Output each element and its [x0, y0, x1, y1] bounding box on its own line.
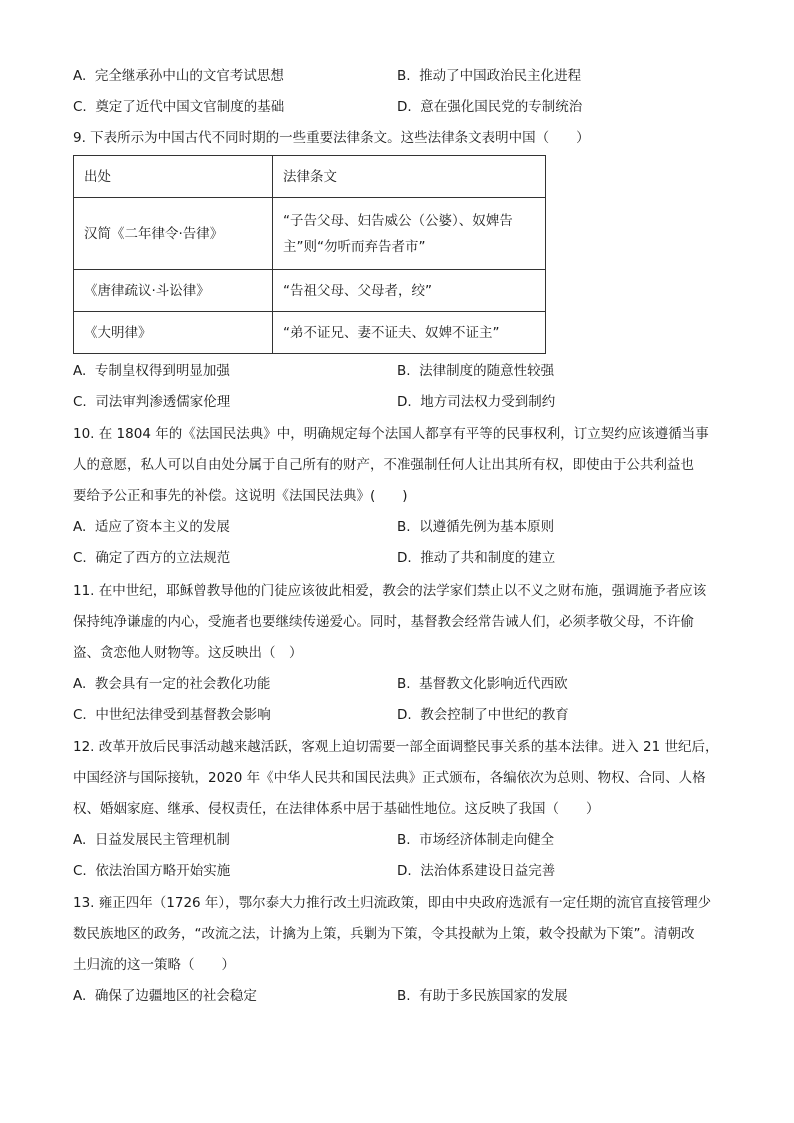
option-text: 奠定了近代中国文官制度的基础 — [95, 99, 285, 115]
option-text: 中世纪法律受到基督教会影响 — [95, 707, 271, 723]
q11-option-a[interactable] — [73, 674, 270, 694]
option-text: 市场经济体制走向健全 — [419, 832, 555, 848]
q9-option-c[interactable] — [73, 392, 230, 412]
table-row — [74, 198, 546, 270]
q11-option-b[interactable] — [397, 674, 568, 694]
q13-stem-line: 13. 雍正四年（1726 年），鄂尔泰大力推行改土归流政策，即由中央政府选派有一定任期的流官直接管理少 — [73, 895, 712, 911]
option-letter: D. — [397, 394, 412, 410]
option-text: 基督教文化影响近代西欧 — [419, 676, 568, 692]
option-text: 有助于多民族国家的发展 — [419, 988, 568, 1004]
option-text: 意在强化国民党的专制统治 — [420, 99, 583, 115]
q12-option-d[interactable] — [397, 861, 555, 881]
q11-option-c[interactable] — [73, 705, 271, 725]
option-text: 地方司法权力受到制约 — [420, 394, 556, 410]
q10-stem-line: 要给予公正和事先的补偿。这说明《法国民法典》( ) — [73, 488, 408, 504]
option-letter: A. — [73, 363, 87, 379]
table-header-law: 法律条文 — [273, 156, 546, 198]
option-letter: B. — [397, 68, 411, 84]
q8-option-a[interactable] — [73, 66, 284, 86]
option-letter: B. — [397, 676, 411, 692]
q11-option-d[interactable] — [397, 705, 569, 725]
table-row — [74, 270, 546, 312]
option-letter: A. — [73, 68, 87, 84]
option-text: 确保了边疆地区的社会稳定 — [94, 988, 257, 1004]
q10-stem-line: 10. 在 1804 年的《法国民法典》中，明确规定每个法国人都享有平等的民事权利，订立契约应该遵循当事 — [73, 426, 709, 442]
q11-stem-line: 盗、贪恋他人财物等。这反映出（ ） — [73, 645, 303, 661]
option-letter: D. — [397, 707, 412, 723]
q12-option-a[interactable] — [73, 830, 230, 850]
q10-option-b[interactable] — [397, 517, 554, 537]
q10-option-c[interactable] — [73, 548, 230, 568]
option-letter: A. — [73, 676, 87, 692]
q10-option-a[interactable] — [73, 517, 230, 537]
table-cell-law — [273, 198, 546, 270]
option-letter: D. — [397, 99, 412, 115]
table-row — [74, 312, 546, 354]
q13-option-a[interactable] — [73, 986, 257, 1006]
table-header-row — [74, 156, 546, 198]
table-cell-law: “告祖父母、父母者，绞” — [273, 270, 546, 312]
q11-stem-line: 保持纯净谦虚的内心，受施者也要继续传递爱心。同时，基督教会经常告诫人们，必须孝敬父母，不许偷 — [73, 614, 694, 630]
option-letter: B. — [397, 832, 411, 848]
q9-stem: 9. 下表所示为中国古代不同时期的一些重要法律条文。这些法律条文表明中国（ ） — [73, 130, 590, 146]
option-letter: B. — [397, 519, 411, 535]
table-cell-law: “弟不证兄、妻不证夫、奴婢不证主” — [273, 312, 546, 354]
option-letter: C. — [73, 99, 87, 115]
q9-option-b[interactable] — [397, 361, 554, 381]
option-letter: A. — [73, 519, 87, 535]
q8-option-b[interactable] — [397, 66, 581, 86]
option-letter: C. — [73, 550, 87, 566]
q13-stem-line: 土归流的这一策略（ ） — [73, 957, 235, 973]
option-text: 以遵循先例为基本原则 — [419, 519, 555, 535]
option-text: 依法治国方略开始实施 — [95, 863, 231, 879]
q10-stem-line: 人的意愿，私人可以自由处分属于自己所有的财产，不准强制任何人让出其所有权，即使由于公共利益也 — [73, 457, 694, 473]
option-letter: A. — [73, 988, 87, 1004]
law-text-line: 主”则“勿听而弃告者市” — [283, 238, 426, 255]
option-letter: B. — [397, 363, 411, 379]
q11-stem-line: 11. 在中世纪，耶稣曾教导他的门徒应该彼此相爱，教会的法学家们禁止以不义之财布施，强调施予者应该 — [73, 583, 707, 599]
q8-option-d[interactable] — [397, 97, 582, 117]
law-text-line: “子告父母、妇告威公（公婆）、奴婢告 — [283, 212, 513, 229]
option-letter: D. — [397, 863, 412, 879]
option-text: 法治体系建设日益完善 — [420, 863, 556, 879]
option-letter: C. — [73, 394, 87, 410]
option-letter: C. — [73, 707, 87, 723]
option-text: 推动了共和制度的建立 — [420, 550, 556, 566]
q12-option-c[interactable] — [73, 861, 230, 881]
q10-option-d[interactable] — [397, 548, 555, 568]
q12-option-b[interactable] — [397, 830, 554, 850]
option-letter: D. — [397, 550, 412, 566]
option-letter: A. — [73, 832, 87, 848]
q12-stem-line: 12. 改革开放后民事活动越来越活跃，客观上迫切需要一部全面调整民事关系的基本法律。进入 21 世纪后， — [73, 739, 719, 755]
q8-option-c[interactable] — [73, 97, 284, 117]
option-text: 法律制度的随意性较强 — [419, 363, 555, 379]
option-text: 完全继承孙中山的文官考试思想 — [94, 68, 284, 84]
option-text: 推动了中国政治民主化进程 — [419, 68, 582, 84]
option-text: 日益发展民主管理机制 — [94, 832, 230, 848]
option-text: 确定了西方的立法规范 — [95, 550, 231, 566]
table-cell-source: 《大明律》 — [74, 312, 273, 354]
q13-option-b[interactable] — [397, 986, 568, 1006]
table-cell-source: 汉简《二年律令·告律》 — [74, 198, 273, 270]
option-letter: C. — [73, 863, 87, 879]
law-table — [73, 155, 546, 354]
q12-stem-line: 权、婚姻家庭、继承、侵权责任，在法律体系中居于基础性地位。这反映了我国（ ） — [73, 801, 600, 817]
option-text: 教会具有一定的社会教化功能 — [94, 676, 271, 692]
option-text: 适应了资本主义的发展 — [94, 519, 230, 535]
q9-option-d[interactable] — [397, 392, 555, 412]
table-cell-source: 《唐律疏议·斗讼律》 — [74, 270, 273, 312]
q13-stem-line: 数民族地区的政务，“改流之法，计擒为上策，兵剿为下策，令其投献为上策，敕令投献为下策”。清朝改 — [73, 926, 695, 942]
table-header-source: 出处 — [74, 156, 273, 198]
q12-stem-line: 中国经济与国际接轨，2020 年《中华人民共和国民法典》正式颁布，各编依次为总则、物权、合同、人格 — [73, 770, 706, 786]
option-letter: B. — [397, 988, 411, 1004]
q9-option-a[interactable] — [73, 361, 230, 381]
option-text: 教会控制了中世纪的教育 — [420, 707, 569, 723]
option-text: 司法审判渗透儒家伦理 — [95, 394, 231, 410]
option-text: 专制皇权得到明显加强 — [94, 363, 230, 379]
